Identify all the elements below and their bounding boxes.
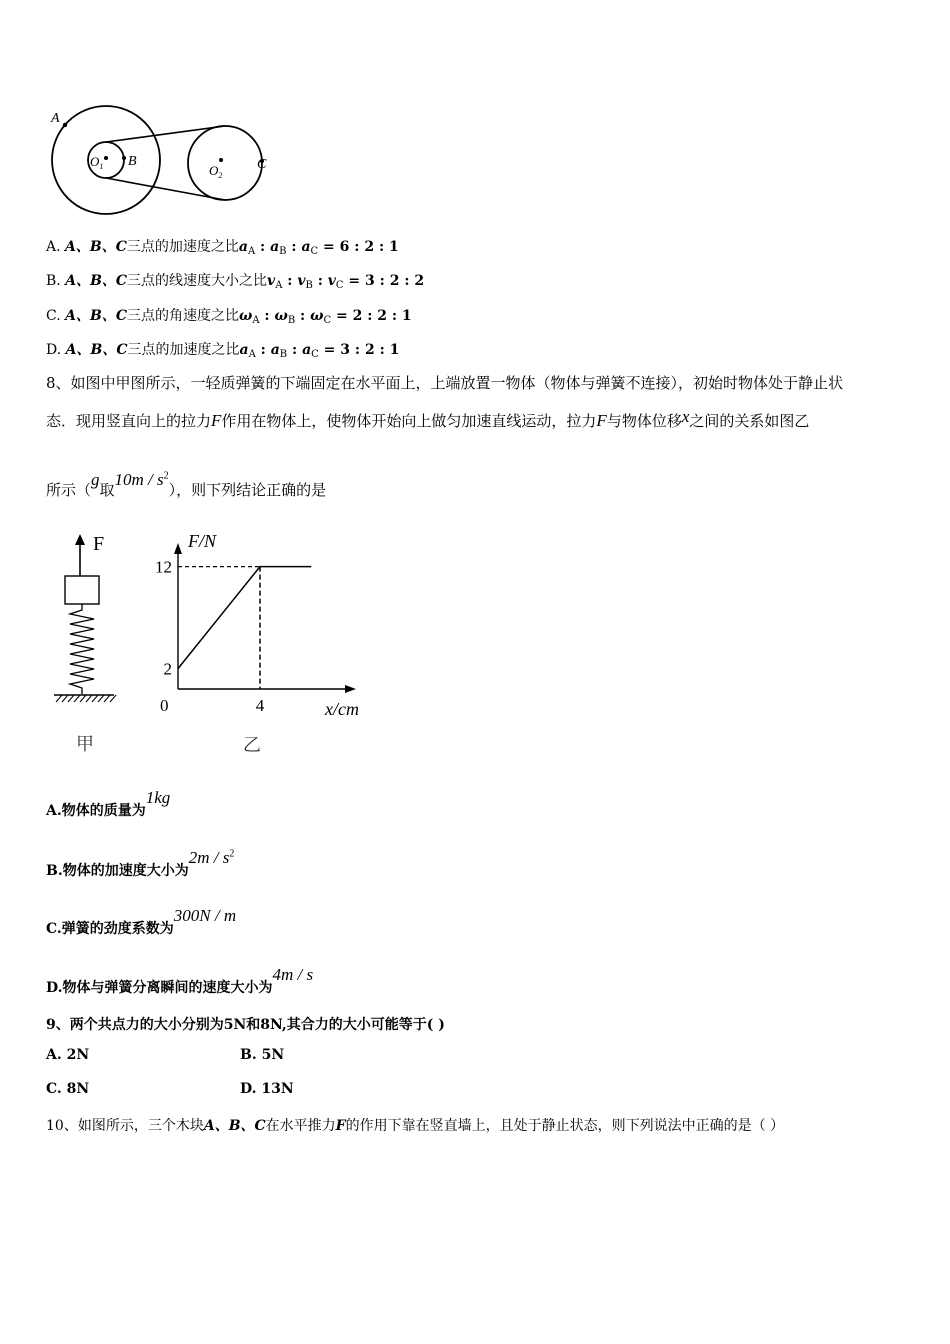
point-A-dot (63, 123, 67, 127)
q8-line1: 8、如图中甲图所示，一轻质弹簧的下端固定在水平面上，上端放置一物体（物体与弹簧不连接），初始时物体处于静止状 (46, 374, 844, 392)
ground-hatch (56, 695, 116, 702)
point-O2-dot (219, 158, 223, 162)
fig-jia-label: 甲 (76, 734, 94, 754)
q8-option-B: B.物体的加速度大小为$2m / s^2$ (46, 848, 235, 879)
force-label: F (93, 533, 105, 555)
x-tick-label: 4 (255, 696, 265, 715)
y-axis-arrow (174, 543, 182, 554)
q9-option-B: B. 5N (240, 1047, 285, 1063)
belt-top (106, 126, 225, 142)
q8-option-D: D.物体与弹簧分离瞬间的速度大小为4m / s (46, 965, 314, 996)
label-O2: $O_2$ (209, 163, 223, 180)
origin-label: 0 (160, 696, 169, 715)
y-tick-label: 2 (163, 659, 172, 679)
q10-stem: 10、如图所示，三个木块A、B、C在水平推力F的作用下靠在竖直墙上，且处于静止状态，则下列说法中正确的是（ ） (46, 1118, 785, 1134)
force-displacement-graph (140, 525, 380, 760)
q9-stem: 9、两个共点力的大小分别为5N和8N,其合力的大小可能等于( ) (46, 1017, 445, 1033)
point-O1-dot (104, 156, 108, 160)
label-B: B (128, 154, 137, 169)
spring (70, 604, 94, 694)
q9-option-C: C. 8N (46, 1081, 90, 1097)
y-tick-label: 12 (155, 557, 172, 577)
label-A: A (51, 111, 60, 126)
q7-option-C: C. A、B、C三点的角速度之比$\omega_A$ : $\omega_B$ : $\omega_C = 2$ : 2 : 1 (46, 308, 412, 326)
pulley-figure (40, 100, 280, 220)
series-line (178, 567, 311, 669)
label-C: C (257, 157, 267, 172)
point-B-dot (122, 156, 126, 160)
fig-yi-label: 乙 (243, 735, 261, 755)
x-axis-label: x/cm (325, 699, 359, 719)
block (65, 576, 99, 604)
q9-option-A: A. 2N (46, 1047, 90, 1063)
y-axis-label: F/N (188, 531, 217, 551)
q9-option-D: D. 13N (240, 1081, 294, 1097)
spring-figure (50, 528, 130, 758)
right-wheel (188, 126, 262, 200)
q8-option-C: C.弹簧的劲度系数为300N / m (46, 906, 237, 937)
x-axis-arrow (345, 685, 356, 693)
q8-line2: 态．现用竖直向上的拉力F作用在物体上，使物体开始向上做匀加速直线运动，拉力F与物体位移x之间的关系如图乙 (46, 407, 810, 430)
q7-option-A: A. A、B、C三点的加速度之比$a_A$ : $a_B$ : $a_C = 6$ : 2 : 1 (46, 239, 399, 257)
q7-option-D: D. A、B、C三点的加速度之比$a_A$ : $a_B$ : $a_C = 3$ : 2 : 1 (46, 342, 400, 360)
belt-bottom (106, 178, 225, 200)
force-arrow-head (75, 534, 85, 545)
q8-option-A: A.物体的质量为1kg (46, 788, 171, 819)
label-O1: $O_1$ (90, 154, 104, 171)
q7-option-B: B. A、B、C三点的线速度大小之比$v_A$ : $v_B$ : $v_C = 3$ : 2 : 2 (46, 273, 425, 291)
q8-line3: 所示（g取$10m / s^2$），则下列结论正确的是 (46, 470, 327, 499)
